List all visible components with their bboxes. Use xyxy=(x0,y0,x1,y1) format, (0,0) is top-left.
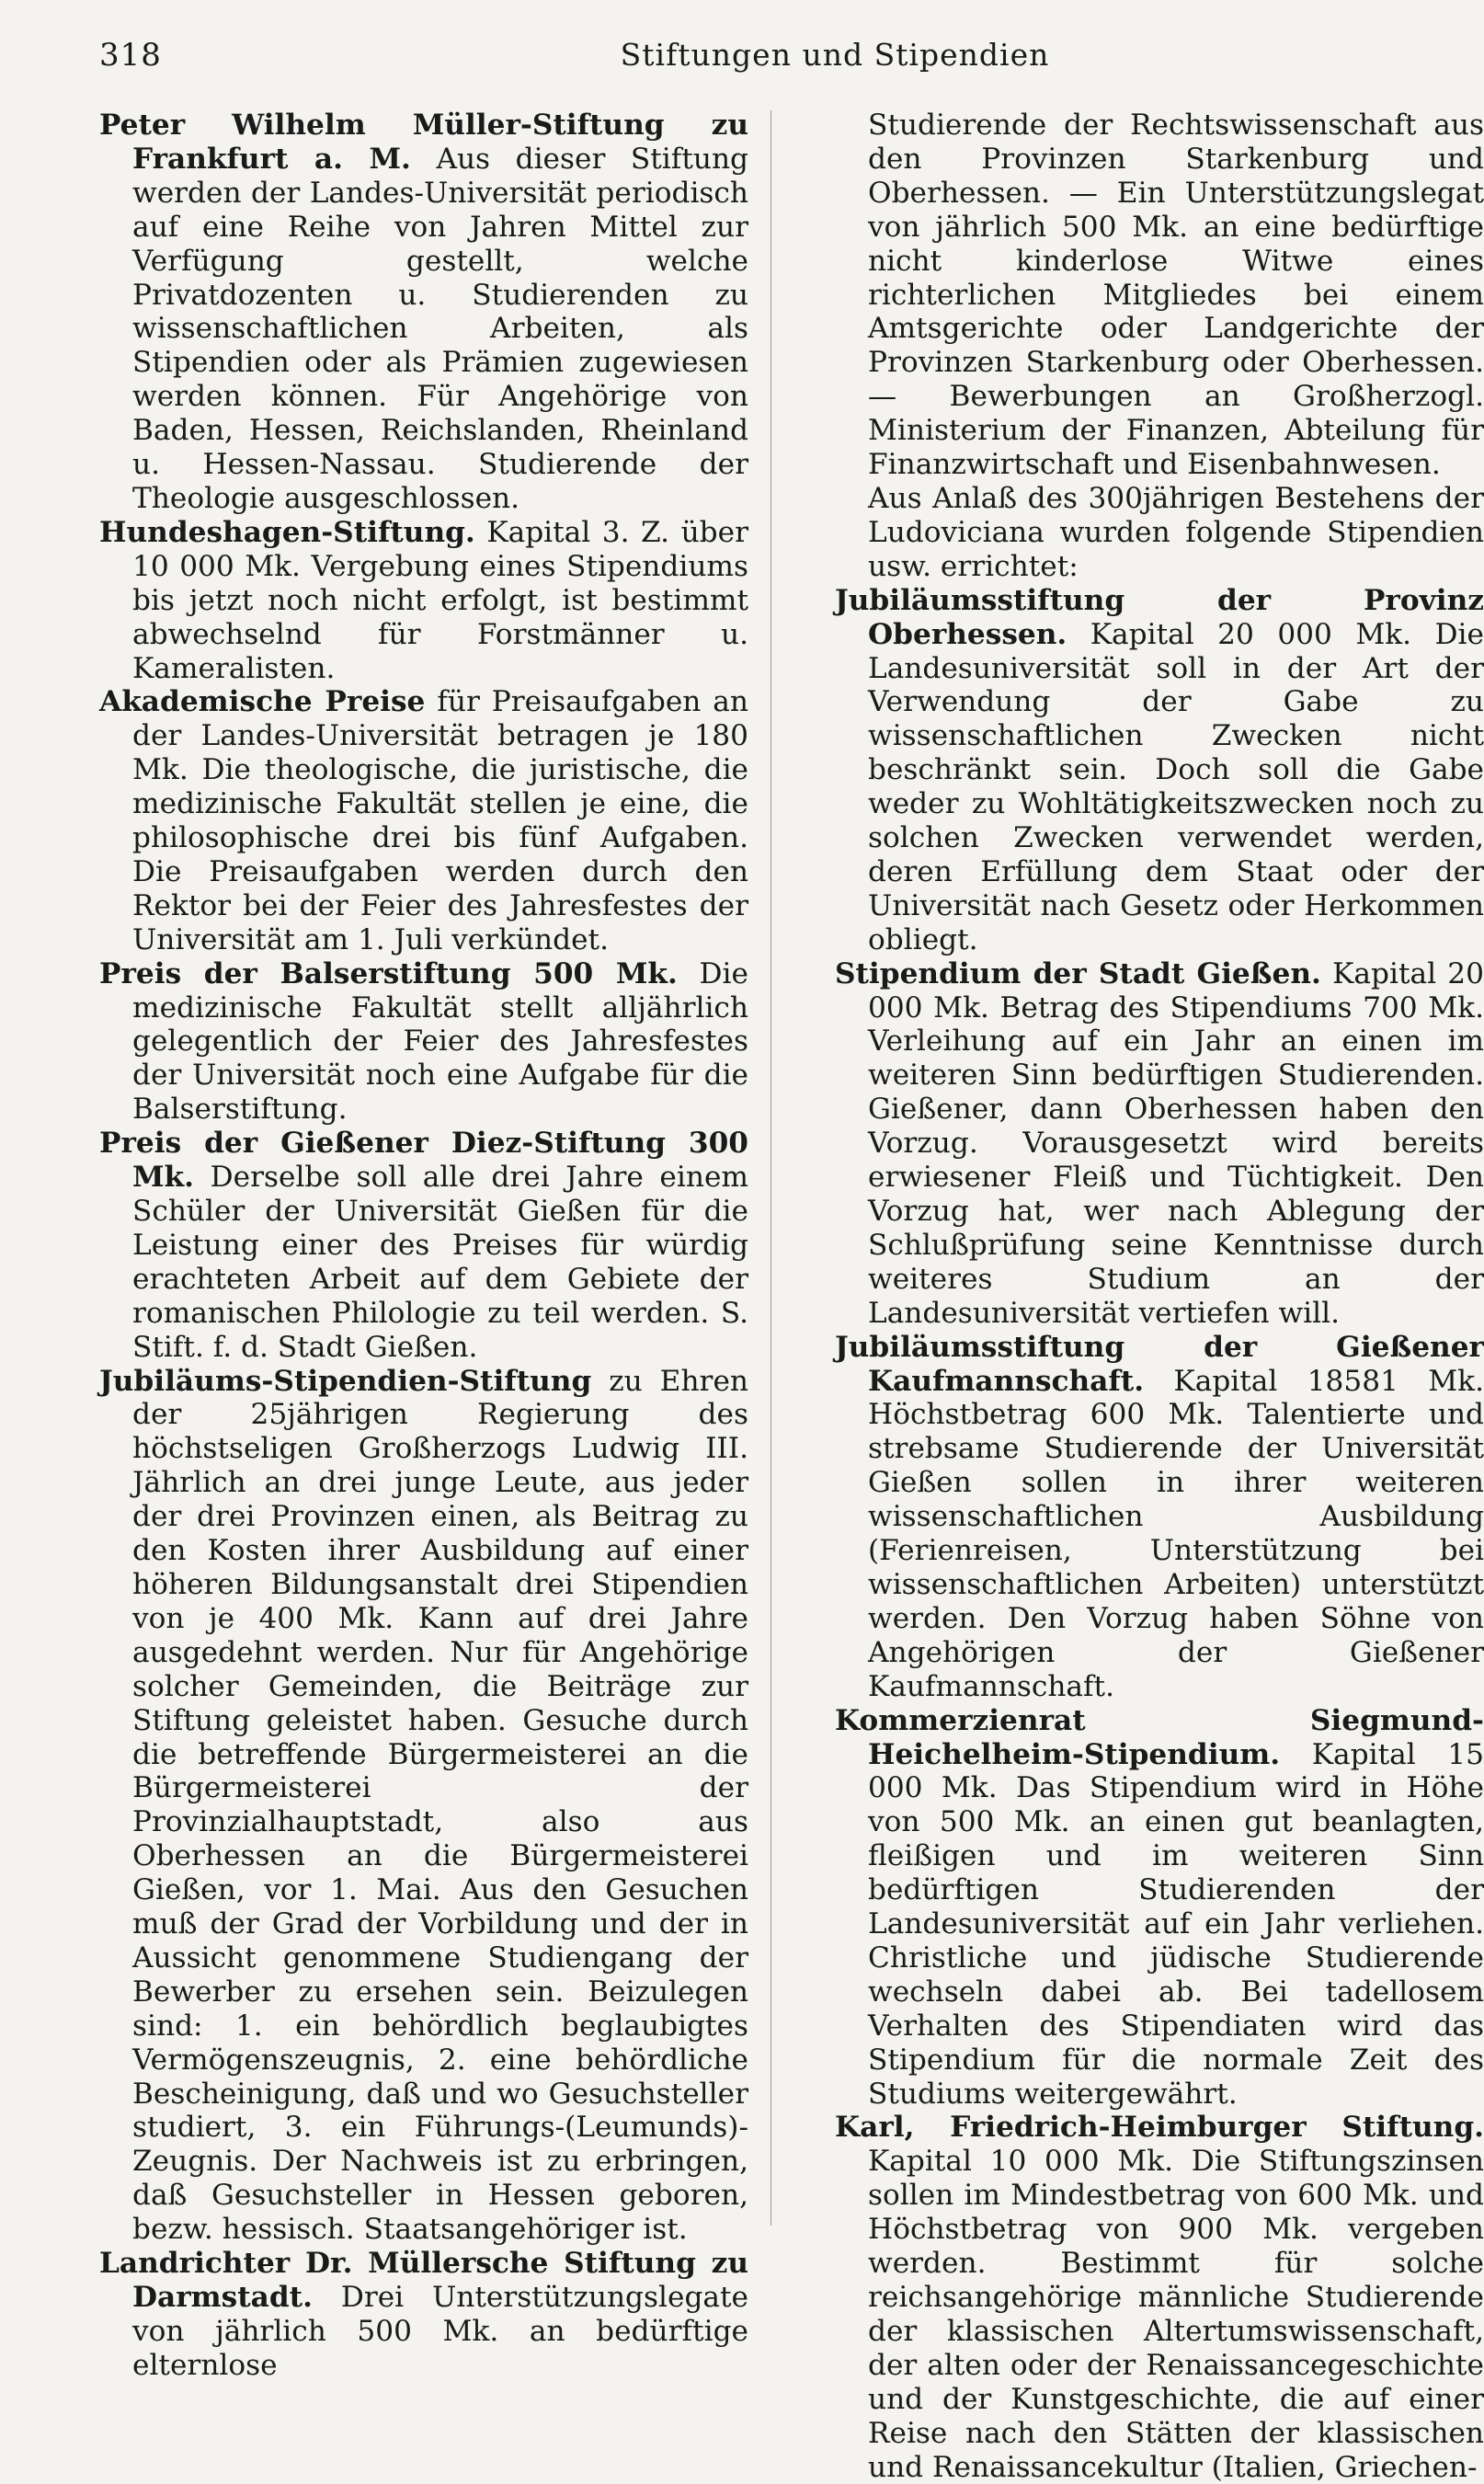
entry-title: Peter Wilhelm Müller-Stiftung zu Frankfurt a. M. xyxy=(99,109,748,176)
entry xyxy=(99,685,748,956)
entry-body: Kapital 10 000 Mk. Die Stiftungszinsen sollen im Mindestbetrag von 600 Mk. und Höchstbetrag von 900 Mk. vergeben werden. Bestimmt für solche reichsangehörige männliche Studierende der klassischen Altertumswissenschaft, der alten oder der Renaissancegeschichte und der Kunstgeschichte, die auf einer Reise nach den Stätten der klassischen und Renaissancekultur (Italien, Griechen- xyxy=(868,2145,1484,2484)
entry-title: Jubiläumsstiftung der Gießener Kaufmannschaft. xyxy=(835,1330,1484,1398)
entry-title: Karl, Friedrich-Heimburger Stiftung. xyxy=(835,2111,1484,2145)
entry-title: Jubiläums-Stipendien-Stiftung xyxy=(99,1364,592,1398)
page-header xyxy=(99,37,1405,83)
entry-title: Kommerzienrat Siegmund-Heichelheim-Stipendium. xyxy=(835,1703,1484,1771)
entry xyxy=(99,516,748,686)
entry xyxy=(99,1127,748,1364)
entry-body: Aus dieser Stiftung werden der Landes-Universität periodisch auf eine Reihe von Jahren Mittel zur Verfügung gestellt, welche Privatdozenten u. Studierenden zu wissenschaftlichen Arbeiten, als Stipendien oder als Prämien zugewiesen werden können. Für Angehörige von Baden, Hessen, Reichslanden, Rheinland u. Hessen-Nassau. Studierende der Theologie ausgeschlossen. xyxy=(132,142,748,515)
entry xyxy=(835,1331,1484,1704)
entry-body: Die medizinische Fakultät stellt alljährlich gelegentlich der Feier des Jahresfestes der Universität noch eine Aufgabe für die Balserstiftung. xyxy=(132,956,748,1127)
right-column xyxy=(835,109,1484,2484)
entry-body: Kapital 20 000 Mk. Die Landesuniversität soll in der Art der Verwendung der Gabe zu wissenschaftlichen Zwecken nicht beschränkt sein. Doch soll die Gabe weder zu Wohltätigkeitszwecken noch zu solchen Zwecken verwendet werden, deren Erfüllung dem Staat oder der Universität nach Gesetz oder Herkommen obliegt. xyxy=(868,617,1484,956)
entry xyxy=(99,1365,748,2248)
entry-body: Drei Unterstützungslegate von jährlich 500 Mk. an bedürftige elternlose xyxy=(132,2281,748,2382)
left-column xyxy=(99,109,748,2383)
entry-body: Kapital 15 000 Mk. Das Stipendium wird in Höhe von 500 Mk. an einen gut beanlagten, fleißigen und im weiteren Sinn bedürftigen Studierenden der Landesuniversität auf ein Jahr verliehen. Christliche und jüdische Studierende wechseln dabei ab. Bei tadellosem Verhalten des Stipendiaten wird das Stipendium für die normale Zeit des Studiums weitergewährt. xyxy=(868,1737,1484,2111)
running-title: Stiftungen und Stipendien xyxy=(620,37,1050,73)
entry xyxy=(835,584,1484,957)
intro-paragraph: Aus Anlaß des 300jährigen Bestehens der Ludoviciana wurden folgende Stipendien usw. errichtet: xyxy=(868,481,1484,583)
entry-body: Kapital 18581 Mk. Höchstbetrag 600 Mk. Talentierte und strebsame Studierende der Universität Gießen sollen in ihrer weiteren wissenschaftlichen Ausbildung (Ferienreisen, Unterstützung bei wissenschaftlichen Arbeiten) unterstützt werden. Den Vorzug haben Söhne von Angehörigen der Gießener Kaufmannschaft. xyxy=(868,1364,1484,1703)
entry-body: zu Ehren der 25jährigen Regierung des höchstseligen Großherzogs Ludwig III. Jährlich an drei junge Leute, aus jeder der drei Provinzen einen, als Beitrag zu den Kosten ihrer Ausbildung auf einer höheren Bildungsanstalt drei Stipendien von je 400 Mk. Kann auf drei Jahre ausgedehnt werden. Nur für Angehörige solcher Gemeinden, die Beiträge zur Stiftung geleistet haben. Gesuche durch die betreffende Bürgermeisterei an die Bürgermeisterei der Provinzialhauptstadt, also aus Oberhessen an die Bürgermeisterei Gießen, vor 1. Mai. Aus den Gesuchen muß der Grad der Vorbildung und der in Aussicht genommene Studiengang der Bewerber zu ersehen sein. Beizulegen sind: 1. ein behördlich beglaubigtes Vermögenszeugnis, 2. eine behördliche Bescheinigung, daß und wo Gesuchsteller studiert, 3. ein Führungs-(Leumunds)-Zeugnis. Der Nachweis ist zu erbringen, daß Gesuchsteller in Hessen geboren, bezw. hessisch. Staatsangehöriger ist. xyxy=(132,1364,748,2247)
entry-title: Akademische Preise xyxy=(99,685,426,719)
entry-title: Hundeshagen-Stiftung. xyxy=(99,515,475,549)
entry-body: Kapital 20 000 Mk. Betrag des Stipendiums 700 Mk. Verleihung auf ein Jahr an einen im weiteren Sinn bedürftigen Studierenden. Gießener, dann Oberhessen haben den Vorzug. Vorausgesetzt wird bereits erwiesener Fleiß und Tüchtigkeit. Den Vorzug hat, wer nach Ablegung der Schlußprüfung seine Kenntnisse durch weiteres Studium an der Landesuniversität vertiefen will. xyxy=(868,956,1484,1330)
entry-title: Stipendium der Stadt Gießen. xyxy=(835,956,1321,990)
page-number: 318 xyxy=(99,37,162,74)
entry-title: Jubiläumsstiftung der Provinz Oberhessen. xyxy=(835,583,1484,651)
entry-title: Landrichter Dr. Müllersche Stiftung zu Darmstadt. xyxy=(99,2247,748,2314)
entry xyxy=(99,2247,748,2383)
entry-title: Preis der Balserstiftung 500 Mk. xyxy=(99,956,678,990)
entry xyxy=(835,1704,1484,2112)
continued-text: Studierende der Rechtswissenschaft aus den Provinzen Starkenburg und Oberhessen. — Ein Unterstützungslegat von jährlich 500 Mk. an eine bedürftige nicht kinderlose Witwe eines richterlichen Mitgliedes bei einem Amtsgerichte oder Landgerichte der Provinzen Starkenburg oder Oberhessen. — Bewerbungen an Großherzogl. Ministerium der Finanzen, Abteilung für Finanzwirtschaft und Eisenbahnwesen. xyxy=(868,109,1484,482)
entry xyxy=(99,957,748,1128)
entry xyxy=(835,957,1484,1331)
entry-body: für Preisaufgaben an der Landes-Universität betragen je 180 Mk. Die theologische, die juristische, die medizinische Fakultät stellen je eine, die philosophische drei bis fünf Aufgaben. Die Preisaufgaben werden durch den Rektor bei der Feier des Jahresfestes der Universität am 1. Juli verkündet. xyxy=(132,685,748,956)
entry-body: Derselbe soll alle drei Jahre einem Schüler der Universität Gießen für die Leistung einer des Preises für würdig erachteten Arbeit auf dem Gebiete der romanischen Philologie zu teil werden. S. Stift. f. d. Stadt Gießen. xyxy=(132,1161,748,1364)
entry xyxy=(99,109,748,516)
entry-title: Preis der Gießener Diez-Stiftung 300 Mk. xyxy=(99,1127,748,1195)
entry xyxy=(835,2111,1484,2484)
entry-body: Kapital 3. Z. über 10 000 Mk. Vergebung eines Stipendiums bis jetzt noch nicht erfolgt, ist bestimmt abwechselnd für Forstmänner u. Kameralisten. xyxy=(132,515,748,685)
